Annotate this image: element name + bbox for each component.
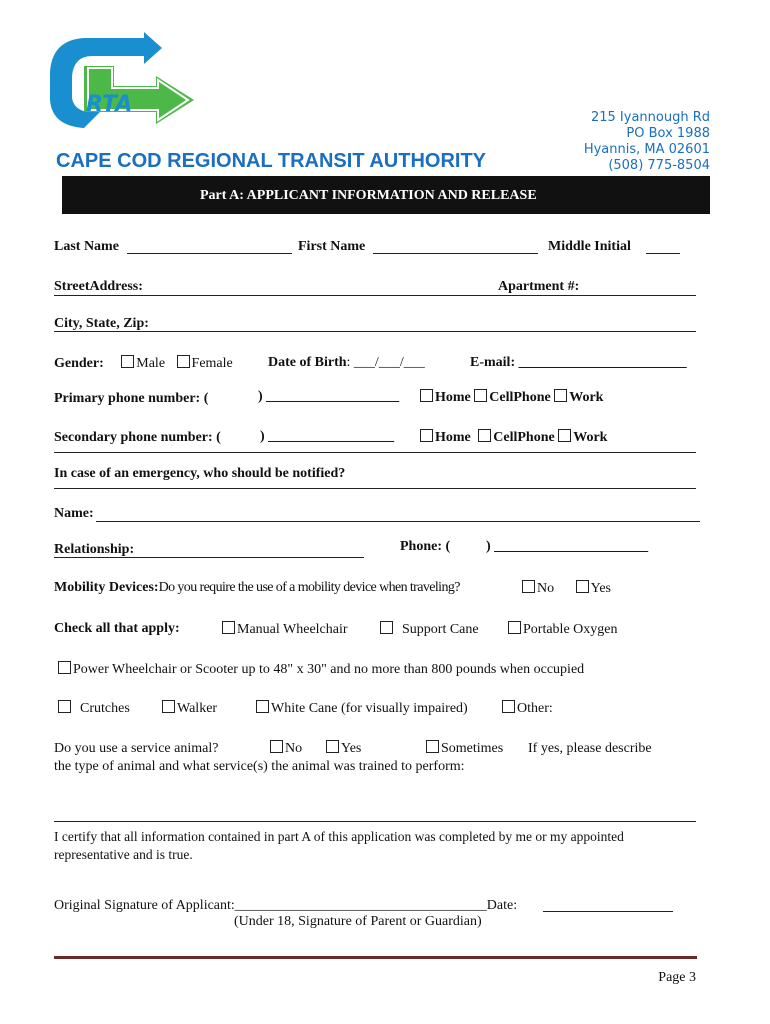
mobility-yes-checkbox[interactable] (576, 580, 589, 593)
secondary-work-label: Work (573, 430, 608, 445)
female-label: Female (191, 356, 233, 371)
manual-wheelchair-checkbox[interactable] (222, 621, 235, 634)
emergency-name-label: Name: (54, 506, 94, 521)
mobility-answer (522, 580, 611, 597)
service-animal-sometimes-option (426, 740, 503, 757)
mobility-label: Mobility Devices: (54, 580, 159, 595)
footer-rule (54, 956, 697, 959)
street-address-label: StreetAddress: (54, 279, 143, 294)
address-street: 215 Iyannough Rd (590, 110, 710, 125)
street-address-field[interactable] (54, 295, 696, 296)
support-cane-checkbox[interactable] (380, 621, 393, 634)
address-city: Hyannis, MA 02601 (583, 142, 710, 157)
portable-oxygen-option (508, 621, 617, 638)
power-wheelchair-label: Power Wheelchair or Scooter up to 48" x 30" and no more than 800 pounds when occupied (73, 662, 585, 677)
female-checkbox[interactable] (177, 355, 190, 368)
secondary-work-checkbox[interactable] (558, 429, 571, 442)
manual-wheelchair-option (222, 621, 348, 638)
support-cane-option (380, 621, 479, 638)
crutches-label: Crutches (80, 701, 130, 716)
emergency-divider (54, 488, 696, 489)
primary-work-label: Work (569, 390, 604, 405)
animal-description-field[interactable] (54, 821, 696, 822)
service-animal-no-label: No (285, 741, 303, 756)
gender-row (54, 355, 233, 372)
primary-work-checkbox[interactable] (554, 389, 567, 402)
mobility-row (54, 580, 460, 596)
mobility-question: Do you require the use of a mobility device when traveling? (158, 580, 460, 595)
relationship-label: Relationship: (54, 542, 135, 557)
relationship-field[interactable] (54, 557, 364, 558)
check-all-label: Check all that apply: (54, 621, 180, 636)
dob-label: Date of Birth (268, 355, 347, 370)
primary-phone-field[interactable]: ) ___________________ (258, 389, 400, 404)
other-label: Other: (517, 701, 553, 716)
apartment-label: Apartment #: (498, 279, 580, 294)
phone-divider (54, 452, 696, 453)
white-cane-option (256, 700, 468, 717)
power-wheelchair-checkbox[interactable] (58, 661, 71, 674)
date-field[interactable] (543, 898, 673, 912)
address-block (584, 110, 710, 174)
primary-phone-label: Primary phone number: ( (54, 391, 209, 406)
emergency-phone-field[interactable]: ) ______________________ (486, 539, 649, 554)
male-checkbox[interactable] (121, 355, 134, 368)
emergency-name-field[interactable] (96, 521, 700, 522)
service-animal-no-option (270, 740, 302, 757)
dob-row (268, 355, 425, 371)
support-cane-label: Support Cane (402, 622, 479, 637)
crutches-option (58, 700, 130, 717)
logo-text: RTA (86, 92, 133, 117)
portable-oxygen-checkbox[interactable] (508, 621, 521, 634)
service-animal-yes-option (326, 740, 361, 757)
signature-label[interactable]: Original Signature of Applicant:____________________________________Date: (54, 898, 518, 913)
secondary-phone-label: Secondary phone number: ( (54, 430, 221, 445)
address-phone: (508) 775-8504 (608, 158, 710, 173)
animal-type-question: the type of animal and what service(s) the animal was trained to perform: (54, 759, 465, 774)
other-checkbox[interactable] (502, 700, 515, 713)
other-option (502, 700, 553, 717)
secondary-phone-type (420, 429, 607, 446)
under18-note: (Under 18, Signature of Parent or Guardian) (234, 914, 482, 929)
rta-logo (44, 28, 204, 140)
middle-initial-field[interactable] (646, 240, 680, 254)
last-name-label: Last Name (54, 239, 119, 254)
crutches-checkbox[interactable] (58, 700, 71, 713)
white-cane-checkbox[interactable] (256, 700, 269, 713)
walker-checkbox[interactable] (162, 700, 175, 713)
rta-logo-graphic (44, 28, 204, 140)
secondary-phone-field[interactable]: ) __________________ (260, 429, 395, 444)
mobility-no-label: No (537, 581, 555, 596)
city-state-zip-label: City, State, Zip: (54, 316, 149, 331)
middle-initial-label: Middle Initial (548, 239, 631, 254)
service-animal-sometimes-checkbox[interactable] (426, 740, 439, 753)
primary-phone-type (420, 389, 603, 406)
walker-label: Walker (177, 701, 218, 716)
walker-option (162, 700, 217, 717)
banner-title: Part A: APPLICANT INFORMATION AND RELEASE (200, 188, 537, 203)
white-cane-label: White Cane (for visually impaired) (271, 701, 468, 716)
primary-home-checkbox[interactable] (420, 389, 433, 402)
if-yes-describe: If yes, please describe (528, 741, 652, 756)
first-name-field[interactable] (373, 240, 538, 254)
primary-cell-checkbox[interactable] (474, 389, 487, 402)
org-name: CAPE COD REGIONAL TRANSIT AUTHORITY (56, 150, 487, 172)
primary-home-label: Home (435, 390, 471, 405)
mobility-yes-label: Yes (590, 581, 611, 596)
city-state-zip-field[interactable] (54, 331, 696, 332)
male-label: Male (136, 356, 166, 371)
secondary-home-label: Home (435, 430, 471, 445)
dob-field[interactable]: : ___/___/___ (346, 355, 425, 370)
secondary-cell-checkbox[interactable] (478, 429, 491, 442)
secondary-home-checkbox[interactable] (420, 429, 433, 442)
address-pobox: PO Box 1988 (626, 126, 710, 141)
page-number: Page 3 (658, 970, 696, 985)
secondary-cell-label: CellPhone (493, 430, 555, 445)
emergency-question: In case of an emergency, who should be notified? (54, 466, 346, 481)
certify-text-2: representative and is true. (54, 847, 193, 862)
certify-text: I certify that all information contained in part A of this application was completed by me or my appointed (54, 829, 624, 844)
mobility-no-checkbox[interactable] (522, 580, 535, 593)
service-animal-no-checkbox[interactable] (270, 740, 283, 753)
last-name-field[interactable] (127, 240, 292, 254)
manual-wheelchair-label: Manual Wheelchair (237, 622, 348, 637)
service-animal-question: Do you use a service animal? (54, 741, 219, 756)
primary-cell-label: CellPhone (489, 390, 551, 405)
email-field[interactable]: E-mail: ________________________ (470, 355, 687, 370)
service-animal-yes-label: Yes (341, 741, 362, 756)
portable-oxygen-label: Portable Oxygen (523, 622, 618, 637)
first-name-label: First Name (298, 239, 366, 254)
service-animal-sometimes-label: Sometimes (441, 741, 504, 756)
service-animal-yes-checkbox[interactable] (326, 740, 339, 753)
power-wheelchair-option (58, 661, 584, 678)
gender-label: Gender: (54, 356, 104, 371)
emergency-phone-label: Phone: ( (400, 539, 451, 554)
